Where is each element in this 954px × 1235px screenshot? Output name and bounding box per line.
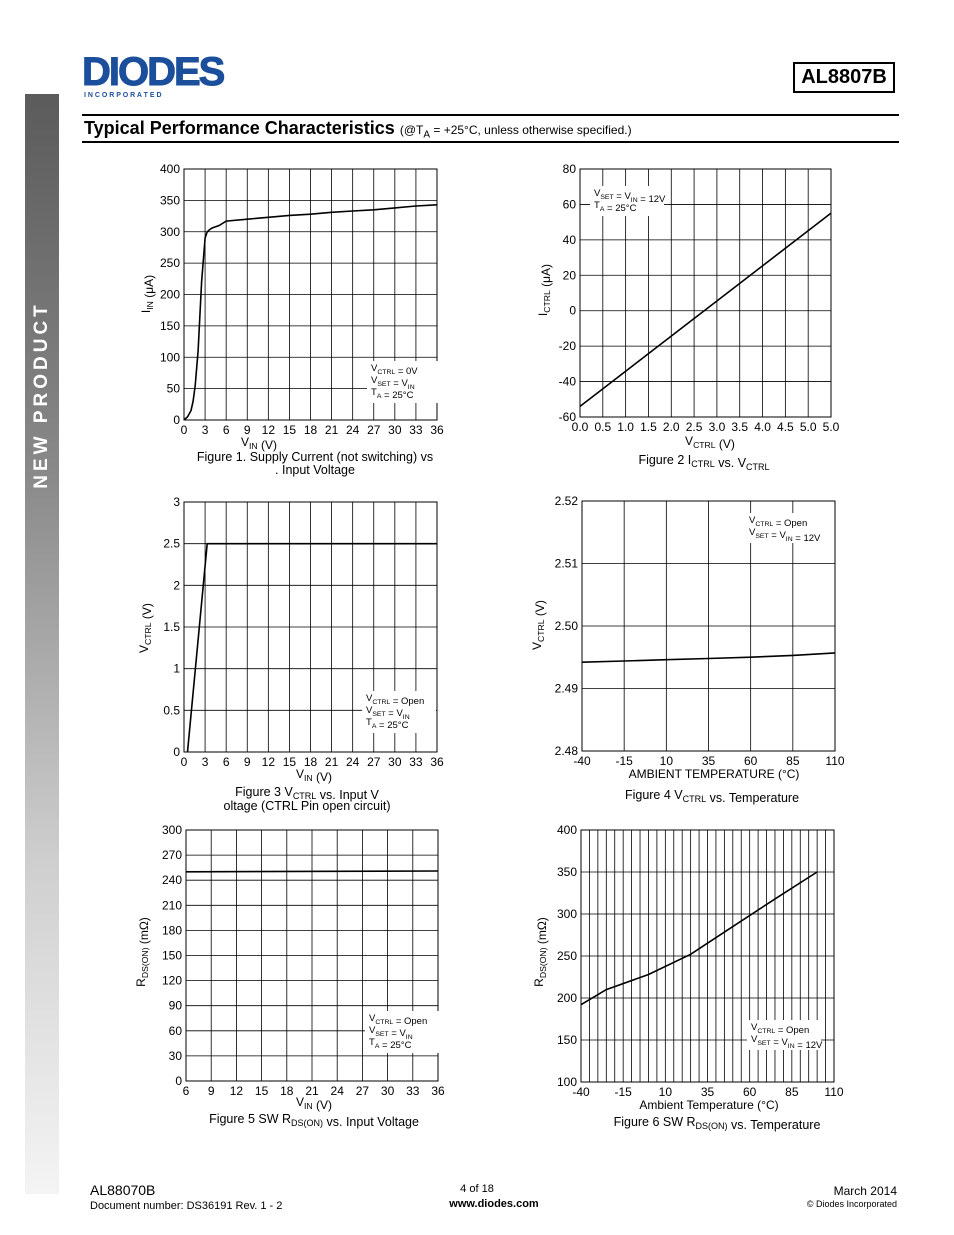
- footer-copyright: © Diodes Incorporated: [806, 1199, 897, 1209]
- y-tick-label: 1.5: [163, 620, 180, 634]
- x-tick-label: 15: [282, 755, 297, 769]
- y-tick-label: 300: [159, 224, 180, 239]
- y-tick-label: 3: [173, 495, 180, 509]
- x-axis-label: $V_{IN}$ (V): [296, 1095, 332, 1112]
- chart-1: [139, 162, 444, 477]
- x-tick-label: 5.0: [799, 420, 817, 434]
- y-tick-label: 150: [161, 948, 182, 963]
- x-axis-label: $V_{IN}$ (V): [241, 435, 277, 452]
- x-tick-label: -15: [615, 754, 633, 768]
- x-tick-label: 36: [430, 755, 444, 769]
- section-title-text: Typical Performance Characteristics: [84, 118, 395, 138]
- condition-post: = +25°C, unless otherwise specified.): [430, 123, 632, 137]
- x-tick-label: 36: [431, 1084, 445, 1098]
- x-tick-label: 0: [180, 423, 188, 437]
- x-tick-label: 6: [222, 423, 230, 437]
- x-tick-label: 18: [303, 755, 318, 769]
- figure-caption: Figure 3 $V_{CTRL}$ vs. Input V: [235, 785, 379, 802]
- annotation-text: $V_{CTRL}$ = Open: [369, 1013, 428, 1027]
- y-tick-label: 200: [159, 287, 180, 302]
- figure-caption: Figure 1. Supply Current (not switching) vs: [196, 450, 434, 464]
- sidebar-label: NEW PRODUCT: [31, 301, 52, 489]
- footer-date: March 2014: [833, 1184, 897, 1198]
- x-tick-label: 10: [658, 1085, 673, 1099]
- x-tick-label: 6: [222, 755, 230, 769]
- x-tick-label: 0: [180, 755, 188, 769]
- annotation-text: $V_{SET} = V_{IN} = 12V$: [594, 188, 666, 205]
- annotation-text: $V_{SET} = V_{IN} = 12V$: [751, 1034, 823, 1051]
- annotation-text: $V_{SET} = V_{IN}$: [366, 705, 410, 721]
- x-tick-label: -40: [573, 754, 591, 768]
- footer-part: AL88070B: [90, 1182, 156, 1198]
- x-tick-label: 3.5: [731, 420, 749, 434]
- x-tick-label: 2.0: [662, 420, 680, 434]
- y-tick-label: 2: [173, 578, 180, 593]
- y-axis-label: $I_{IN}$ (μA): [139, 274, 156, 314]
- y-tick-label: 80: [562, 162, 576, 176]
- y-tick-label: 2.52: [554, 494, 578, 508]
- figure-caption: Figure 4 $V_{CTRL}$ vs. Temperature: [624, 788, 800, 805]
- part-number-box: AL8807B: [793, 62, 895, 93]
- y-tick-label: 0: [175, 1074, 182, 1088]
- chart-4: [530, 494, 845, 805]
- x-tick-label: 12: [229, 1084, 244, 1098]
- x-tick-label: 3: [201, 755, 209, 769]
- y-tick-label: 50: [166, 381, 180, 396]
- x-tick-label: 33: [409, 755, 423, 769]
- y-tick-label: 400: [556, 823, 577, 837]
- x-tick-label: 4.0: [754, 420, 771, 434]
- y-tick-label: 0: [173, 413, 180, 427]
- annotation-text: $T_A = 25^\circ C$: [369, 1037, 412, 1051]
- figure-caption: Figure 5 SW $R_{DS(ON)}$ vs. Input Voltage: [209, 1112, 419, 1129]
- x-tick-label: 35: [701, 754, 716, 768]
- annotation-text: $V_{SET} = V_{IN} = 12V$: [749, 527, 821, 544]
- y-axis-label: $I_{CTRL}$ (μA): [536, 263, 553, 317]
- y-tick-label: 0.5: [163, 703, 180, 718]
- x-tick-label: 21: [305, 1084, 319, 1098]
- y-tick-label: 0: [173, 745, 180, 759]
- x-tick-label: 33: [406, 1084, 420, 1098]
- annotation-text: $V_{CTRL}$ = Open: [751, 1022, 810, 1036]
- x-tick-label: 1.5: [640, 420, 657, 434]
- annotation-text: $V_{CTRL} = 0V$: [371, 363, 418, 377]
- y-tick-label: 180: [161, 923, 182, 938]
- condition-sub: A: [423, 129, 431, 141]
- x-tick-label: 24: [330, 1084, 344, 1098]
- y-tick-label: 2.49: [554, 681, 578, 696]
- y-tick-label: 150: [159, 318, 180, 333]
- annotation-text: $T_A = 25^\circ C$: [366, 717, 409, 731]
- x-tick-label: 27: [367, 755, 381, 769]
- x-tick-label: 33: [409, 423, 423, 437]
- x-tick-label: 0.0: [571, 420, 589, 434]
- x-tick-label: 24: [345, 423, 360, 437]
- y-tick-label: -20: [558, 339, 576, 354]
- footer-doc-number: Document number: DS36191 Rev. 1 - 2: [90, 1200, 283, 1212]
- x-tick-label: 12: [261, 423, 276, 437]
- y-tick-label: 250: [556, 949, 577, 963]
- x-tick-label: 60: [742, 1085, 757, 1099]
- y-tick-label: 2.5: [163, 536, 180, 551]
- x-tick-label: 60: [743, 754, 758, 768]
- x-tick-label: 0.5: [594, 420, 612, 434]
- logo-wordmark: DIODES: [82, 52, 224, 94]
- y-tick-label: 350: [159, 193, 180, 208]
- x-tick-label: 3.0: [708, 420, 726, 434]
- x-tick-label: 6: [182, 1084, 190, 1098]
- y-tick-label: 210: [161, 898, 182, 913]
- y-tick-label: -40: [558, 374, 576, 389]
- y-tick-label: 350: [556, 865, 577, 879]
- x-tick-label: 18: [303, 423, 318, 437]
- y-tick-label: 100: [159, 350, 180, 365]
- y-axis-label: $V_{CTRL}$ (V): [137, 603, 154, 653]
- y-tick-label: 30: [168, 1048, 182, 1063]
- x-tick-label: 5.0: [822, 420, 840, 434]
- annotation-text: $V_{SET} = V_{IN}$: [369, 1025, 413, 1041]
- y-tick-label: 270: [161, 848, 182, 863]
- x-tick-label: 110: [825, 754, 845, 768]
- x-tick-label: 30: [388, 755, 402, 769]
- x-tick-label: 21: [324, 423, 339, 437]
- chart-2: [536, 162, 856, 472]
- chart-3: [137, 495, 444, 813]
- y-tick-label: 250: [159, 256, 180, 271]
- x-axis-label: Ambient Temperature (°C): [639, 1098, 779, 1112]
- y-tick-label: 2.48: [554, 744, 578, 758]
- y-tick-label: 0: [569, 303, 576, 318]
- y-tick-label: 240: [161, 873, 182, 888]
- y-tick-label: 300: [556, 907, 577, 921]
- x-tick-label: 12: [261, 755, 276, 769]
- annotation-text: $T_A = 25^\circ C$: [594, 200, 637, 214]
- y-tick-label: 400: [159, 162, 180, 176]
- figure-caption: Figure 6 SW $R_{DS(ON)}$ vs. Temperature: [613, 1115, 821, 1132]
- y-tick-label: 40: [562, 232, 576, 247]
- x-tick-label: 85: [785, 1085, 799, 1099]
- y-tick-label: 20: [562, 268, 576, 283]
- footer-page: 4 of 18: [460, 1183, 494, 1195]
- annotation-text: $V_{SET} = V_{IN}$: [371, 375, 415, 391]
- y-tick-label: 200: [556, 991, 577, 1005]
- x-tick-label: -40: [572, 1085, 590, 1099]
- series-line: [186, 871, 438, 872]
- annotation-text: $V_{CTRL}$ = Open: [366, 693, 425, 707]
- x-tick-label: 1.0: [617, 420, 634, 434]
- x-tick-label: -15: [614, 1085, 632, 1099]
- x-tick-label: 30: [380, 1084, 395, 1098]
- chart-6: [532, 823, 844, 1132]
- figure-caption: oltage (CTRL Pin open circuit): [223, 799, 391, 813]
- x-tick-label: 9: [243, 755, 251, 769]
- x-tick-label: 15: [254, 1084, 269, 1098]
- annotation-text: $V_{CTRL}$ = Open: [749, 515, 808, 529]
- y-tick-label: 90: [168, 998, 182, 1013]
- y-tick-label: 150: [556, 1033, 577, 1047]
- condition-pre: (@T: [399, 123, 424, 137]
- x-tick-label: 27: [367, 423, 381, 437]
- y-tick-label: -60: [558, 410, 576, 424]
- y-tick-label: 120: [161, 973, 182, 988]
- x-tick-label: 4.5: [777, 420, 794, 434]
- x-tick-label: 27: [355, 1084, 370, 1098]
- figure-caption: Figure 2 $I_{CTRL}$ vs. $V_{CTRL}$: [638, 453, 770, 472]
- x-axis-label: AMBIENT TEMPERATURE (°C): [628, 767, 800, 781]
- y-axis-label: $R_{DS(ON)}$ (mΩ): [134, 917, 151, 987]
- x-tick-label: 9: [207, 1084, 215, 1098]
- x-tick-label: 85: [786, 754, 800, 768]
- x-axis-label: $V_{IN}$ (V): [296, 767, 332, 784]
- x-tick-label: 35: [700, 1085, 715, 1099]
- logo-tagline: I N C O R P O R A T E D: [84, 92, 162, 99]
- y-axis-label: $R_{DS(ON)}$ (mΩ): [532, 917, 549, 987]
- annotation-text: $T_A = 25^\circ C$: [371, 387, 414, 401]
- x-tick-label: 36: [430, 423, 444, 437]
- x-tick-label: 2.5: [685, 420, 703, 434]
- y-tick-label: 2.50: [554, 619, 578, 633]
- footer-url[interactable]: www.diodes.com: [449, 1198, 539, 1210]
- x-tick-label: 30: [388, 423, 402, 437]
- y-tick-label: 300: [161, 823, 182, 837]
- y-axis-label: $V_{CTRL}$ (V): [530, 600, 547, 650]
- x-axis-label: $V_{CTRL}$ (V): [685, 434, 735, 451]
- x-tick-label: 110: [824, 1085, 844, 1099]
- figure-caption: . Input Voltage: [275, 463, 355, 477]
- x-tick-label: 9: [243, 423, 251, 437]
- x-tick-label: 3: [201, 423, 209, 437]
- y-tick-label: 60: [562, 197, 576, 212]
- x-tick-label: 21: [324, 755, 339, 769]
- y-tick-label: 1: [173, 661, 180, 676]
- y-tick-label: 100: [556, 1075, 577, 1089]
- y-tick-label: 2.51: [554, 556, 578, 571]
- x-tick-label: 24: [345, 755, 360, 769]
- chart-5: [134, 823, 445, 1129]
- y-tick-label: 60: [168, 1023, 182, 1038]
- x-tick-label: 10: [659, 754, 674, 768]
- x-tick-label: 18: [280, 1084, 294, 1098]
- x-tick-label: 15: [282, 423, 297, 437]
